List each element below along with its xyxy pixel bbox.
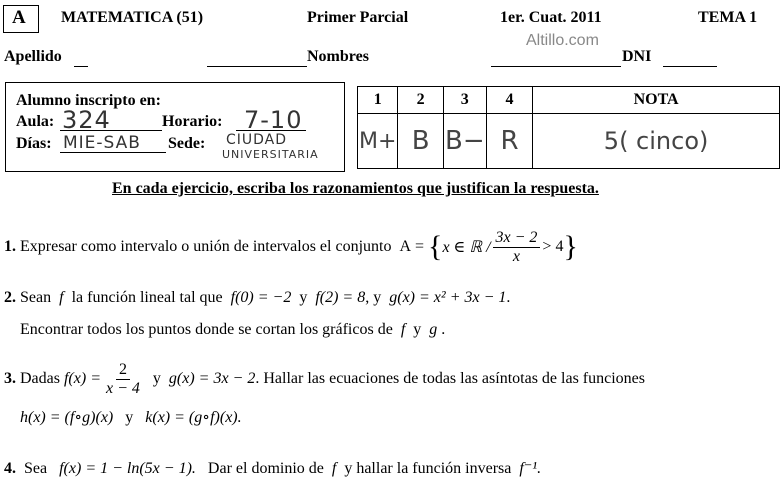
q3-frac-num: 2	[116, 361, 130, 380]
q4-text-2: y hallar la función inversa	[344, 460, 512, 477]
sede-value-1: CIUDAD	[226, 132, 288, 148]
q4-sea: Sea	[24, 460, 48, 477]
apellido-line	[74, 66, 88, 67]
nombres-label: Nombres	[307, 48, 369, 65]
grade-value-3: B−	[443, 114, 486, 169]
student-box-title: Alumno inscripto en:	[16, 92, 161, 109]
question-3-line-2	[20, 407, 242, 427]
q2-g-def: g(x) = x² + 3x − 1	[389, 289, 507, 306]
q4-f-def: f(x) = 1 − ln(5x − 1).	[59, 460, 196, 477]
grade-header-4: 4	[486, 87, 532, 114]
q2-cond-1: f(0) = −2	[230, 289, 292, 306]
dni-label: DNI	[622, 48, 652, 65]
q2-end: .	[441, 321, 446, 338]
q1-text: Expresar como intervalo o unión de intervalos el conjunto	[20, 238, 392, 255]
q4-f-inverse: f⁻¹.	[519, 460, 542, 477]
q3-frac-den: x − 4	[105, 379, 140, 397]
grade-value-nota: 5( cinco)	[533, 114, 780, 169]
q2-sean: Sean	[20, 289, 52, 306]
question-1: 1. Expresar como intervalo o unión de intervalos el conjunto A = { x ∈ ℝ / $\frac{3x - 2}{x}$ > 4 }	[4, 228, 578, 265]
grade-header-nota: NOTA	[533, 87, 780, 114]
q3-fraction	[103, 361, 143, 398]
instruction: En cada ejercicio, escriba los razonamientos que justifican la respuesta.	[112, 180, 599, 197]
dias-value: MIE-SAB	[63, 133, 141, 153]
q3-k-def: k(x) = (g∘f)(x).	[145, 409, 242, 426]
q3-h-def: h(x) = (f∘g)(x)	[20, 409, 114, 426]
q1-set-name: A	[399, 238, 412, 255]
question-3-line-1	[4, 358, 645, 400]
q1-frac-den: x	[512, 247, 521, 265]
q3-dadas: Dadas	[20, 370, 60, 387]
grade-header-3: 3	[443, 87, 486, 114]
grades-header-row	[358, 87, 780, 114]
apellido-line-2	[207, 66, 307, 67]
q3-g-def: g(x) = 3x − 2	[168, 370, 256, 387]
version-letter: A	[12, 7, 26, 28]
exam-title: Primer Parcial	[307, 9, 409, 26]
q2-number: 2.	[4, 289, 16, 306]
q2-cond-2: f(2) = 8	[315, 289, 366, 306]
aula-value: 324	[62, 106, 111, 134]
sede-label: Sede:	[168, 135, 206, 152]
q1-left-brace: {	[428, 230, 443, 263]
grade-value-4: R	[486, 114, 532, 169]
horario-label: Horario:	[162, 113, 223, 130]
apellido-label: Apellido	[4, 48, 62, 65]
q4-text: Dar el dominio de	[207, 460, 324, 477]
horario-value: 7-10	[244, 106, 303, 134]
q2-y-2: , y	[365, 289, 382, 306]
grade-header-2: 2	[398, 87, 443, 114]
q1-number: 1.	[4, 238, 16, 255]
grades-value-row	[358, 114, 780, 169]
q1-frac-num: 3x − 2	[493, 229, 541, 248]
grade-header-1: 1	[358, 87, 398, 114]
watermark: Altillo.com	[526, 32, 599, 49]
question-2-line-2	[20, 321, 445, 339]
q3-y-2: y	[125, 409, 134, 426]
q2-y-1: y	[299, 289, 308, 306]
question-4	[4, 458, 541, 478]
aula-line	[60, 130, 162, 131]
q1-cond-start: x ∈ ℝ /	[442, 239, 491, 256]
q3-f-lhs: f(x) =	[63, 370, 101, 387]
dias-label: Días:	[16, 135, 52, 152]
q3-y-1: y	[152, 370, 161, 387]
course-title: MATEMATICA (51)	[61, 9, 204, 26]
q2-f: f	[59, 289, 64, 306]
q1-right-brace: }	[563, 230, 578, 263]
nombres-line	[491, 66, 621, 67]
aula-label: Aula:	[16, 113, 55, 130]
grades-table	[357, 86, 780, 169]
q2-text: la función lineal tal que	[71, 289, 223, 306]
q4-f: f	[331, 460, 337, 477]
q2-f-2: f	[400, 321, 406, 338]
q1-fraction	[493, 229, 541, 266]
q2-line-2-text: Encontrar todos los puntos donde se cortan los gráficos de	[20, 321, 393, 338]
theme-label: TEMA 1	[698, 9, 758, 26]
q2-g-2: g	[429, 321, 438, 338]
term-label: 1er. Cuat. 2011	[500, 9, 602, 26]
q3-text: . Hallar las ecuaciones de todas las asíntotas de las funciones	[255, 370, 645, 387]
q3-number: 3.	[4, 370, 16, 387]
horario-line	[236, 130, 306, 131]
grade-value-2: B	[398, 114, 443, 169]
q4-number: 4.	[4, 460, 16, 477]
q2-y-3: y	[413, 321, 422, 338]
grade-value-1: M+	[358, 114, 398, 169]
sede-value-2: UNIVERSITARIA	[222, 148, 319, 161]
question-2-line-1: 2. Sean f la función lineal tal que f(0) = −2 y f(2) = 8, y g(x) = x² + 3x − 1.	[4, 289, 511, 306]
dni-line	[663, 66, 717, 67]
dias-line	[60, 152, 166, 153]
q1-cond-end: > 4	[542, 238, 564, 255]
